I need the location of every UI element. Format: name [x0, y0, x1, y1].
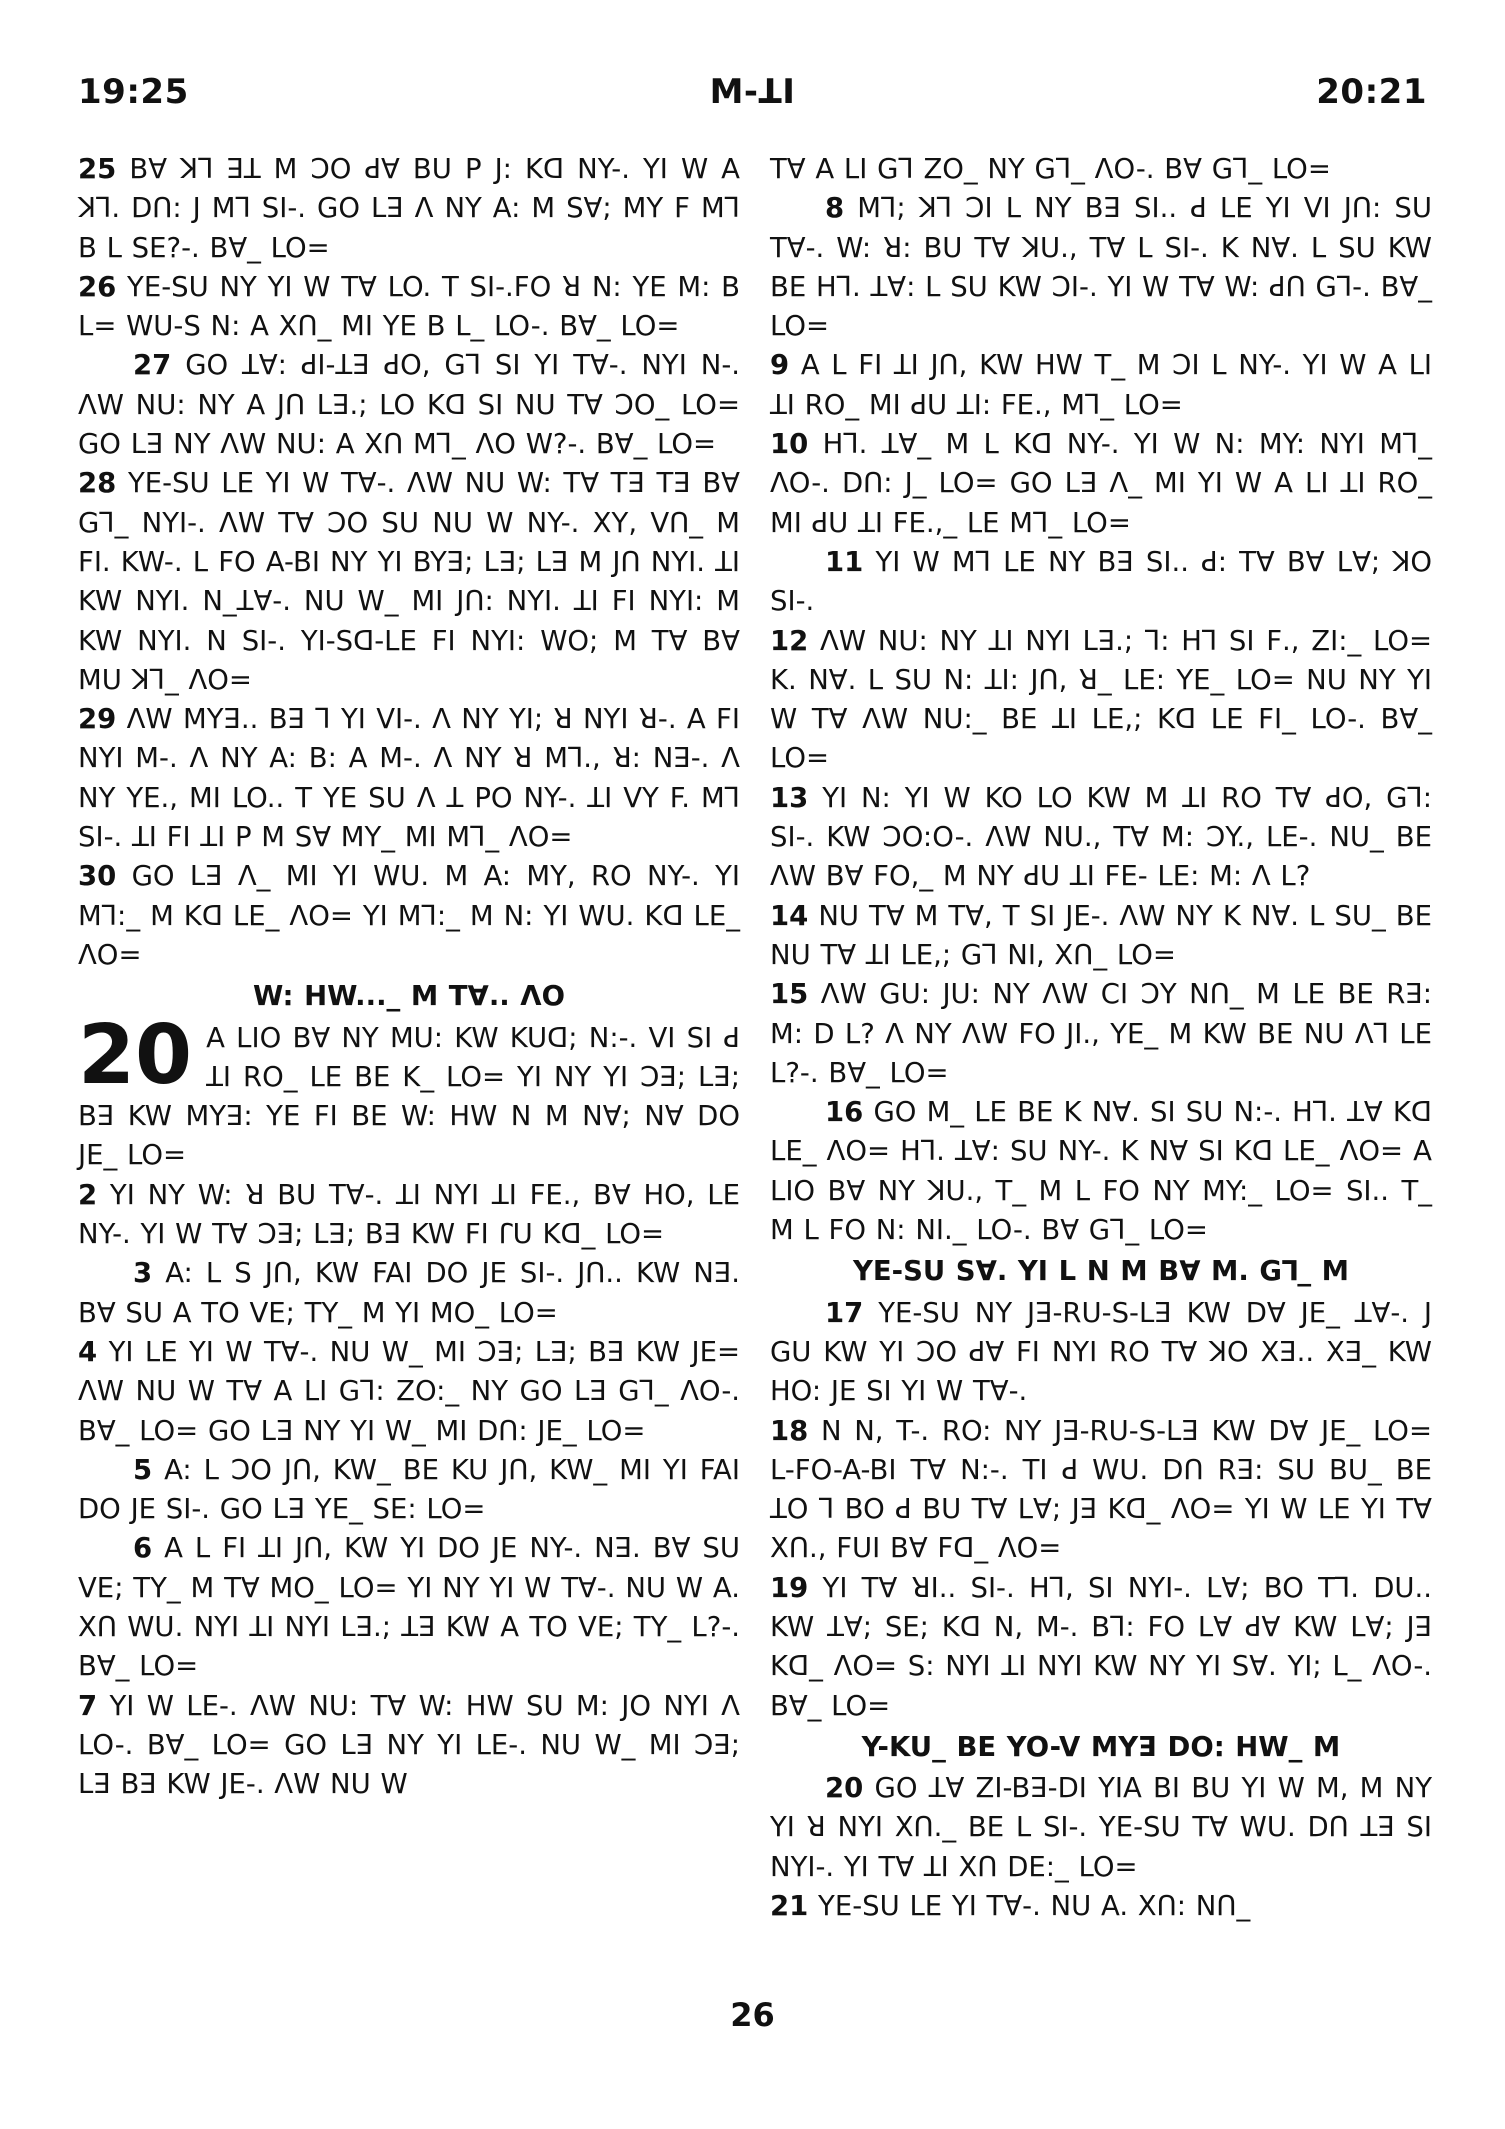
verse-number: 21	[770, 1890, 809, 1923]
verse-paragraph	[770, 1887, 1432, 1926]
verse-paragraph	[78, 1333, 740, 1451]
verse-text: YI W Mꓶ LE NY Bꓱ SI.. ꓒ: Tꓯ Bꓯ Lꓯ; ꓘO SI-.	[770, 545, 1432, 618]
verse-number: 14	[770, 899, 809, 932]
verse-number: 28	[78, 467, 117, 500]
left-column	[78, 150, 740, 1804]
verse-paragraph	[78, 346, 740, 464]
verse-number: 18	[770, 1414, 809, 1447]
right-paragraphs-3	[770, 1769, 1432, 1926]
verse-paragraph	[770, 1412, 1432, 1569]
verse-number: 26	[78, 270, 117, 303]
verse-text: A: L S Jꓵ, KW FAI DO JE SI-. Jꓵ.. KW Nꓱ. Bꓯ SU A TO VE; TY_ M YI MO_ LO=	[78, 1257, 740, 1329]
verse-number: 19	[770, 1571, 809, 1604]
section-heading: YE-SU Sꓯ. YI L N M Bꓯ M. Gꓶ_ M	[852, 1255, 1350, 1288]
section-heading: W: HW..._ M Tꓯ.. ꓥO	[253, 980, 565, 1013]
verse-text: ꓥW MYꓱ.. Bꓱ ꓶ YI VI-. ꓥ NY YI; ꓤ NYI ꓤ-. A FI NYI M-. ꓥ NY A: B: A M-. ꓥ NY ꓤ Mꓶ., ꓤ: Nꓱ-. ꓥ NY YE., MI LO.. T YE SU ꓥ ꓕ PO NY-. ꓕI VY F. Mꓶ SI-. ꓕI ꓝI ꓕI P M Sꓯ MY_ MI Mꓶ_ ꓥO=	[78, 703, 740, 854]
chapter-number: 20	[78, 1007, 193, 1103]
verse-text: YE-SU NY Jꓱ-RU-S-ꓡꓱ KW Dꓯ JE_ ꓕꓯ-. J GU KW YI ꓛO ꓒꓯ ꓝI NYI RO Tꓯ ꓘO Xꓱ.. Xꓱ_ KW HO: JE SI YI W Tꓯ-.	[770, 1296, 1432, 1408]
verse-text: ꓥW GU: JU: NY ꓥW CI ꓛY Nꓵ_ M LE BE Rꓱ: M: D L? ꓥ NY ꓥW ꓝO JI., YE_ M KW BE NU ꓥꓶ LE L?-. Bꓯ_ LO=	[770, 978, 1432, 1089]
verse-number: 30	[78, 860, 117, 893]
verse-text: YI LE YI W Tꓯ-. NU W_ MI ꓛꓱ; ꓡꓱ; Bꓱ KW JE= ꓥW NU W Tꓯ A LI Gꓶ: ZO:_ NY GO ꓡꓱ Gꓶ_ ꓥO-. Bꓯ_ LO= GO ꓡꓱ NY YI W_ MI Dꓵ: JE_ LO=	[78, 1335, 740, 1447]
verse-paragraph	[770, 189, 1432, 346]
chapter-block	[78, 1007, 740, 1805]
verse-paragraph	[770, 150, 1432, 189]
right-paragraphs-2	[770, 1294, 1432, 1726]
header-book-title: M-ꓕI	[709, 72, 796, 112]
verse-number: 25	[78, 153, 117, 185]
verse-text: GO M_ LE BE K Nꓯ. SI SU N:-. Hꓶ. ꓕꓯ Kꓷ LE_ ꓥO= Hꓶ. ꓕꓯ: SU NY-. K Nꓯ SI Kꓷ LE_ ꓥO= A LIO Bꓯ NY ꓘU., T_ M L ꓝO NY MY:_ LO= SI.. T_ M L ꓝO N: NI._ LO-. Bꓯ Gꓶ_ LO=	[770, 1096, 1432, 1247]
verse-text: YE-SU NY YI W Tꓯ LO. T SI-.ꓝO ꓤ N: YE M: B L= WU-S N: A Xꓵ_ MI YE B L_ LO-. Bꓯ_ LO=	[78, 270, 740, 343]
verse-text: YE-SU LE YI Tꓯ-. NU A. Xꓵ: Nꓵ_	[818, 1890, 1251, 1923]
verse-number: 3	[133, 1257, 153, 1290]
verse-paragraph	[770, 346, 1432, 425]
verse-text: A L ꓝI ꓕI Jꓵ, KW HW T_ M ꓛI L NY-. YI W A LI ꓕI RO_ MI ꓒU ꓕI: ꓝE., Mꓶ_ LO=	[770, 349, 1432, 421]
verse-paragraph	[770, 622, 1432, 779]
verse-text: A LIO Bꓯ NY MU: KW KUꓷ; N:-. VI SI ꓒ ꓕI RO_ LE BE K_ LO= YI NY YI ꓛꓱ; ꓡꓱ; Bꓱ KW MYꓱ: YE FI BE W: HW N M Nꓯ; Nꓯ DO JE_ LO=	[78, 1021, 740, 1172]
verse-paragraph	[770, 779, 1432, 897]
section-heading: Y-KU_ BE YO-V MYꓱ DO: HW_ M	[861, 1730, 1341, 1763]
chapter-paragraphs	[78, 1007, 740, 1805]
header-verse-range-start: 19:25	[78, 72, 189, 112]
verse-number: 9	[770, 349, 790, 382]
header-verse-range-end: 20:21	[1316, 72, 1427, 112]
verse-paragraph	[78, 1176, 740, 1255]
verse-number: 8	[825, 192, 845, 225]
verse-paragraph	[770, 425, 1432, 543]
verse-number: 6	[133, 1532, 153, 1565]
verse-paragraph	[78, 1687, 740, 1805]
verse-paragraph	[770, 1093, 1432, 1250]
verse-paragraph	[770, 975, 1432, 1093]
verse-text: Hꓶ. ꓕꓯ_ M L Kꓷ NY-. YI W N: MY: NYI Mꓶ_ ꓥO-. Dꓵ: J_ LO= GO ꓡꓱ ꓥ_ MI YI W A LI ꓕI RO_ MI ꓒU ꓕI ꓝE.,_ LE Mꓶ_ LO=	[770, 428, 1432, 539]
verse-number: 15	[770, 978, 809, 1011]
verse-paragraph	[78, 700, 740, 857]
verse-number: 11	[825, 545, 864, 578]
verse-text: GO ꓕꓯ ZI-Bꓱ-DI YIA BI BU YI W M, M NY YI ꓤ NYI Xꓵ._ BE L SI-. YE-SU Tꓯ WU. Dꓵ ꓕꓱ SI NYI-. YI Tꓯ ꓕI Xꓵ DE:_ LO=	[770, 1772, 1432, 1883]
verse-number: 5	[133, 1453, 153, 1486]
verse-number: 20	[825, 1772, 864, 1805]
verse-number: 2	[78, 1178, 98, 1211]
verse-paragraph	[78, 464, 740, 700]
right-paragraphs	[770, 150, 1432, 1250]
verse-paragraph	[78, 857, 740, 975]
verse-number: 10	[770, 428, 809, 461]
verse-paragraph	[78, 1254, 740, 1333]
page-number: 26	[730, 1996, 775, 2034]
verse-text: YI Tꓯ ꓤI.. SI-. Hꓶ, SI NYI-. Lꓯ; BO Tꓶ. DU.. KW ꓕꓯ; SE; Kꓷ N, M-. Bꓶ: ꓝO Lꓯ ꓒꓯ KW Lꓯ; Jꓱ Kꓷ_ ꓥO= S: NYI ꓕI NYI KW NY YI Sꓯ. YI; L_ ꓥO-. Bꓯ_ LO=	[770, 1571, 1432, 1722]
verse-number: 27	[133, 349, 172, 382]
verse-paragraph	[770, 1569, 1432, 1726]
verse-text: Tꓯ A LI Gꓶ ZO_ NY Gꓶ_ ꓥO-. Bꓯ Gꓶ_ LO=	[770, 153, 1331, 185]
left-paragraphs	[78, 150, 740, 975]
verse-number: 13	[770, 781, 809, 814]
verse-text: A: L ꓛO Jꓵ, KW_ BE KU Jꓵ, KW_ MI YI FAI DO JE SI-. GO ꓡꓱ YE_ SE: LO=	[78, 1453, 740, 1526]
verse-paragraph	[78, 1529, 740, 1686]
verse-paragraph	[770, 897, 1432, 976]
verse-text: GO ꓡꓱ ꓥ_ MI YI WU. M A: MY, RO NY-. YI Mꓶ:_ M Kꓷ LE_ ꓥO= YI Mꓶ:_ M N: YI WU. Kꓷ LE_ ꓥO=	[78, 860, 740, 971]
verse-number: 17	[825, 1296, 864, 1329]
verse-paragraph	[770, 543, 1432, 622]
verse-paragraph	[770, 1769, 1432, 1887]
verse-text: YI NY W: ꓤ BU Tꓯ-. ꓕI NYI ꓕI ꓝE., Bꓯ HO, LE NY-. YI W Tꓯ ꓛꓱ; ꓡꓱ; Bꓱ KW FI ꓩU Kꓷ_ LO=	[78, 1178, 740, 1251]
verse-text: N N, T-. RO: NY Jꓱ-RU-S-ꓡꓱ KW Dꓯ JE_ LO= L-ꓝO-A-BI Tꓯ N:-. TI ꓒ WU. Dꓵ Rꓱ: SU BU_ BE ꓕO ꓶ BO ꓒ BU Tꓯ Lꓯ; Jꓱ Kꓷ_ ꓥO= YI W LE YI Tꓯ Xꓵ., FUI Bꓯ ꓝꓷ_ ꓥO=	[770, 1414, 1432, 1565]
verse-number: 4	[78, 1335, 98, 1368]
verse-number: 7	[78, 1689, 98, 1722]
right-column	[770, 150, 1432, 1926]
verse-number: 12	[770, 624, 809, 657]
verse-paragraph	[78, 150, 740, 268]
verse-text: A L ꓝI ꓕI Jꓵ, KW YI DO JE NY-. Nꓱ. Bꓯ SU VE; TY_ M Tꓯ MO_ LO= YI NY YI W Tꓯ-. NU W A. Xꓵ WU. NYI ꓕI NYI ꓡꓱ.; ꓕꓱ KW A TO VE; TY_ L?-. Bꓯ_ LO=	[78, 1532, 740, 1683]
verse-number: 29	[78, 703, 117, 736]
verse-text: ꓥW NU: NY ꓕI NYI ꓡꓱ.; ꓶ: Hꓶ SI ꓝ., ZI:_ LO= K. Nꓯ. L SU N: ꓕI: Jꓵ, ꓤ_ LE: YE_ LO= NU NY YI W Tꓯ ꓥW NU:_ BE ꓕI LE,; Kꓷ LE FI_ LO-. Bꓯ_ LO=	[770, 624, 1433, 775]
verse-paragraph	[770, 1294, 1432, 1412]
verse-text: YI W LE-. ꓥW NU: Tꓯ W: HW SU M: JO NYI ꓥ LO-. Bꓯ_ LO= GO ꓡꓱ NY YI LE-. NU W_ MI ꓛꓱ; ꓡꓱ Bꓱ KW JE-. ꓥW NU W	[78, 1689, 740, 1801]
verse-text: Bꓯ ꓘꓶ ꓱꓕ M ꓛO ꓒꓯ BU P J: Kꓷ NY-. YI W A ꓘꓶ. Dꓵ: J Mꓶ SI-. GO ꓡꓱ ꓥ NY A: M Sꓯ; MY F Mꓶ B L SE?-. Bꓯ_ LO=	[78, 153, 740, 264]
verse-text: NU Tꓯ M Tꓯ, T SI JE-. ꓥW NY K Nꓯ. L SU_ BE NU Tꓯ ꓕI LE,; Gꓶ NI, Xꓵ_ LO=	[770, 899, 1432, 971]
verse-paragraph	[78, 268, 740, 347]
verse-text: Mꓶ; ꓘꓶ ꓛI L NY Bꓱ SI.. ꓒ LE YI VI Jꓵ: SU Tꓯ-. W: ꓤ: BU Tꓯ ꓘU., Tꓯ L SI-. K Nꓯ. L SU KW BE Hꓶ. ꓕꓯ: L SU KW ꓛI-. YI W Tꓯ W: ꓒꓵ Gꓶ-. Bꓯ_ LO=	[770, 192, 1432, 343]
verse-text: YE-SU LE YI W Tꓯ-. ꓥW NU W: Tꓯ Tꓱ Tꓱ Bꓯ Gꓶ_ NYI-. ꓥW Tꓯ ꓛO SU NU W NY-. XY, Vꓵ_ M FI. KW-. L ꓝO A-BI NY YI BYꓱ; ꓡꓱ; ꓡꓱ M Jꓵ NYI. ꓕI KW NYI. N_ꓕꓯ-. NU W_ MI Jꓵ: NYI. ꓕI ꓝI NYI: M KW NYI. N SI-. YI-Sꓷ-LE ꓝI NYI: WO; M Tꓯ Bꓯ MU ꓘꓶ_ ꓥO=	[78, 467, 740, 696]
verse-text: GO ꓕꓯ: ꓒI-ꓕꓱ ꓒO, Gꓶ SI YI Tꓯ-. NYI N-. ꓥW NU: NY A Jꓵ ꓡꓱ.; LO Kꓷ SI NU Tꓯ ꓛO_ LO= GO ꓡꓱ NY ꓥW NU: A Xꓵ Mꓶ_ ꓥO W?-. Bꓯ_ LO=	[78, 349, 740, 461]
verse-text: YI N: YI W KO LO KW M ꓕI RO Tꓯ ꓒO, Gꓶ: SI-. KW ꓛO:O-. ꓥW NU., Tꓯ M: ꓛY., LE-. NU_ BE ꓥW Bꓯ ꓝO,_ M NY ꓒU ꓕI ꓝE- LE: M: ꓥ L?	[770, 781, 1433, 893]
verse-number: 16	[825, 1096, 864, 1129]
verse-paragraph	[78, 1451, 740, 1530]
